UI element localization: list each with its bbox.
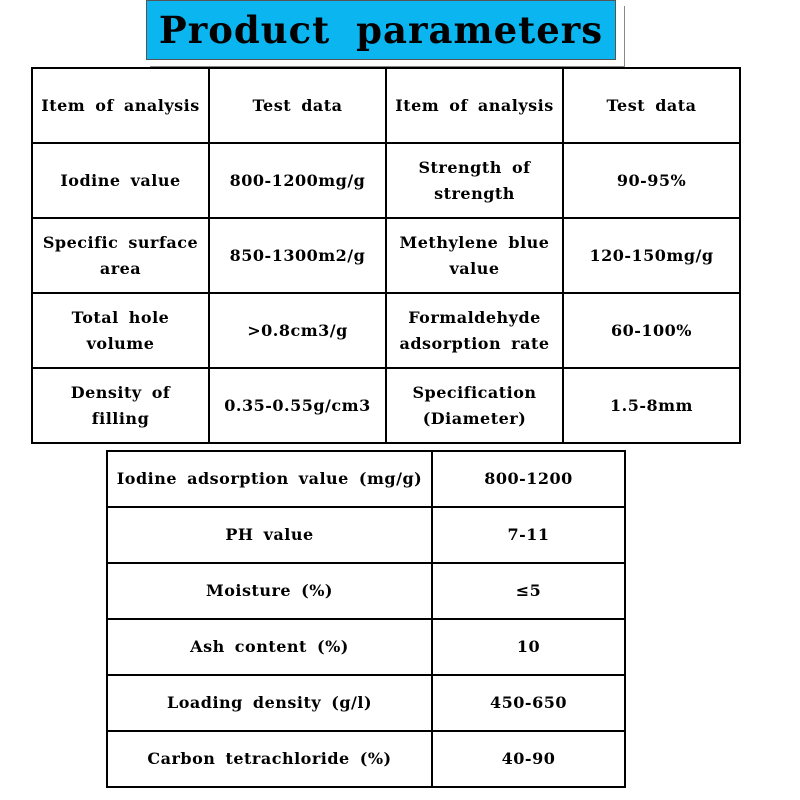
table-cell: 800-1200 [432,451,625,507]
table-cell: 120-150mg/g [563,218,740,293]
table-cell: Total hole volume [32,293,209,368]
table-cell: 60-100% [563,293,740,368]
table-cell: >0.8cm3/g [209,293,386,368]
table-cell: Methylene blue value [386,218,563,293]
header-cell: Item of analysis [32,68,209,143]
table-cell: 7-11 [432,507,625,563]
table-cell: Density of filling [32,368,209,443]
header-cell: Test data [563,68,740,143]
table-row [107,675,625,731]
table-row [32,368,740,443]
table-row [107,731,625,787]
table-row [107,563,625,619]
table-cell: Loading density (g/l) [107,675,432,731]
page-title: Product parameters [158,8,604,52]
table-row [107,619,625,675]
table-cell: Strength of strength [386,143,563,218]
table-cell: Ash content (%) [107,619,432,675]
table-cell: PH value [107,507,432,563]
table-cell: Moisture (%) [107,563,432,619]
table-row [32,293,740,368]
header-cell: Test data [209,68,386,143]
table-cell: ≤5 [432,563,625,619]
table-cell: 40-90 [432,731,625,787]
table-cell: 1.5-8mm [563,368,740,443]
table-cell: 800-1200mg/g [209,143,386,218]
table-cell: Specific surface area [32,218,209,293]
table-row [107,507,625,563]
table-cell: Formaldehyde adsorption rate [386,293,563,368]
table-header-row [32,68,740,143]
table-cell: 0.35-0.55g/cm3 [209,368,386,443]
table-row [32,143,740,218]
table-cell: 450-650 [432,675,625,731]
table-row [107,451,625,507]
table-row [32,218,740,293]
title-banner [146,0,616,60]
table-cell: Carbon tetrachloride (%) [107,731,432,787]
header-cell: Item of analysis [386,68,563,143]
table-cell: 10 [432,619,625,675]
table-cell: 850-1300m2/g [209,218,386,293]
parameters-table [31,67,741,444]
table-cell: Specification (Diameter) [386,368,563,443]
table-cell: Iodine adsorption value (mg/g) [107,451,432,507]
table-cell: Iodine value [32,143,209,218]
specification-table [106,450,626,788]
table-cell: 90-95% [563,143,740,218]
